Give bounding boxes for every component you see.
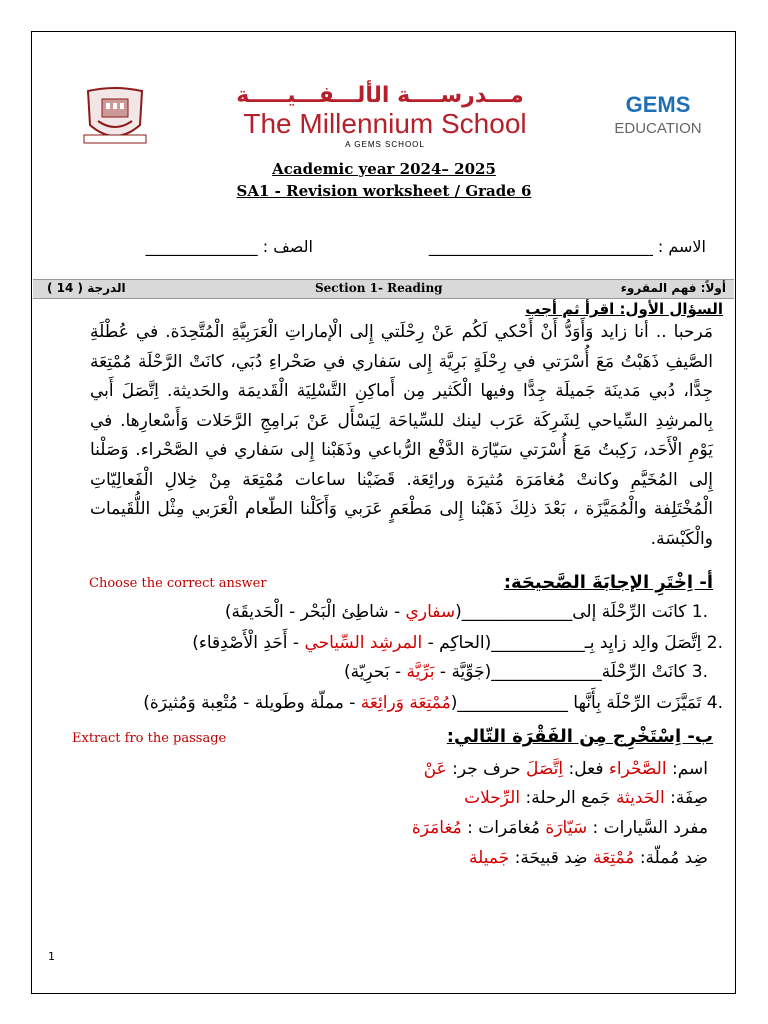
student-name-field <box>429 237 706 256</box>
answer-label: ضِد مُملّة: <box>634 848 708 868</box>
answer-label: اسم: <box>666 759 708 779</box>
class-label: الصف : <box>257 237 313 256</box>
school-name-english: The Millennium School <box>243 108 527 139</box>
mc-blank: ___________ <box>491 633 585 653</box>
answer-value: سَيّارَة <box>545 818 588 838</box>
answer-label: مُغامَرات : <box>461 818 546 838</box>
mc-item-4 <box>143 693 723 713</box>
mc-number: .3 <box>691 662 708 682</box>
band-section-label: Section 1- Reading <box>315 281 443 295</box>
answer-label: حرف جر: <box>446 759 527 779</box>
worksheet-title: SA1 - Revision worksheet / Grade 6 <box>236 182 532 200</box>
mc-stem: اِتَّصَلَ والِد زايِد بِـ <box>584 633 702 653</box>
mc-item-2 <box>192 633 723 653</box>
answer-value: الحَديثة <box>615 788 665 808</box>
answer-value: مُغامَرَة <box>411 818 462 838</box>
answer-label: مفرد السَّيارات : <box>587 818 708 838</box>
band-right-label: أولاً: فهم المقروء <box>620 281 726 295</box>
mc-options-start: ( <box>455 602 462 622</box>
mc-options-rest: - بَحرِيّة) <box>344 662 407 682</box>
mc-options-rest: - شاطِئ الْبَحْر - الْحَديقَة) <box>224 602 406 622</box>
answer-label: جَمع الرحلة: <box>520 788 616 808</box>
reading-passage: مَرحبا .. أنا زايد وَأَوَدُّ أَنْ أَحْكي لَكُم عَنْ رِحْلَتي إِلى الْإماراتِ الْعَرَبِيَّةِ الْمُتَّحِدَة. في عُطْلَةِ الصَّيفِ ذَهَبْتُ مَعَ أُسْرَتي في رِحْلَةٍ بَرِيَّة إِلى سَفاري في صَحْراءِ دُبَي، كانَتْ الرَّحْلَة مُمْتِعَة جِدًّا، دُبي مَدينَة جَميلَة جِدًّا وفيها الْكَثير مِن أَماكِنِ التَّسْلِيَة الْقَديمَة والحَديثة. اِتَّصَلَ أَبي بِالمرشِدِ السِّياحي لِشَرِكَة عَرَب لينك للسِّياحَة لِيَسْأَل عَنْ بَرامِجِ الرَّحَلات وَأَسْعارِها. في يَوْمِ الْأَحَد، رَكِبتُ مَعَ أُسْرَتي سَيّارَة الدَّفْع الرُّباعي وذَهَبْنا إِلى سَفاري في الصَّحْراء. وَصَلْنا إِلى المُخَيَّمِ وكانتْ مُغامَرَة مُثيرَة ورائِعَة. قَضَيْنا ساعات مُمْتِعَة مِنْ خِلالِ الْفَعالِيّاتِ الْمُخْتَلِفة والْمُمَيَّزَة ، بَعْدَ ذلِكَ ذَهَبْنا إِلى مَطْعَمٍ عَرَبي وَأَكَلْنا الطّعام الْعَرَبي مِثْل اللُّقَيمات والْكَبْسَة. <box>90 322 713 549</box>
mc-item-1 <box>225 602 708 622</box>
mc-correct-answer: مُمْتِعَة وَرائِعَة <box>360 693 451 713</box>
mc-options-start: ( <box>450 693 458 713</box>
mc-options-start: (الحاكِم - <box>422 633 492 653</box>
mc-correct-answer: بَرِّيَّة <box>406 662 435 682</box>
answer-value: اِتَّصَلَ <box>526 759 564 779</box>
answer-row-4 <box>469 848 708 868</box>
answer-value: الرِّحلات <box>464 788 521 808</box>
mc-blank: _____________ <box>457 693 574 713</box>
answer-label: صِفَة: <box>664 788 708 808</box>
mc-number: .4 <box>706 693 723 713</box>
answer-label: ضِد قبيحَة: <box>509 848 594 868</box>
mc-options-rest: - أَحَدِ الْأَصْدِقاء) <box>192 633 305 653</box>
question-1-title: السؤال الأول: اقرأ ثم أجب <box>525 300 723 318</box>
name-label: الاسم : <box>652 237 706 256</box>
school-name-arabic: مـــدرســــة الألـــفـــيـــــة <box>236 83 524 108</box>
school-subtitle: A GEMS SCHOOL <box>345 140 425 149</box>
mc-options-start: (جَوِّيَّة - <box>434 662 492 682</box>
mc-correct-answer: المرشِد السِّياحي <box>304 633 423 653</box>
mc-blank: _____________ <box>491 662 602 682</box>
answer-value: الصَّحْراء <box>608 759 667 779</box>
mc-blank: _____________ <box>461 602 573 622</box>
mc-correct-answer: سفاري <box>405 602 456 622</box>
part-a-instruction-en: Choose the correct answer <box>89 576 267 591</box>
mc-stem: كانَتْ الرِّحْلَة <box>601 662 687 682</box>
answer-row-3 <box>412 818 708 838</box>
answer-value: مُمْتِعَة <box>593 848 635 868</box>
school-crest-logo <box>80 85 150 149</box>
mc-stem: كانَت الرِّحْلَة إلى <box>572 602 687 622</box>
answer-label: فعل: <box>563 759 609 779</box>
part-a-title: أ- اِخْتَرِ الإجابَةَ الصَّحيحَة: <box>503 572 713 593</box>
student-class-field <box>146 237 313 256</box>
answer-row-1 <box>424 759 708 779</box>
section-band <box>33 279 734 299</box>
mc-number: .1 <box>691 602 708 622</box>
name-blank: ____________________________ <box>428 237 653 256</box>
mc-stem: تَمَيَّزَت الرِّحْلَة بِأَنَّها <box>573 693 702 713</box>
band-grade-label: الدرجة ( 14 ) <box>47 281 126 295</box>
mc-number: .2 <box>706 633 723 653</box>
mc-item-3 <box>344 662 708 682</box>
academic-year: Academic year 2024– 2025 <box>272 160 496 178</box>
class-blank: ______________ <box>145 237 258 256</box>
part-b-instruction-en: Extract fro the passage <box>72 731 227 746</box>
answer-value: جَميلة <box>469 848 510 868</box>
gems-education-label: EDUCATION <box>614 120 702 137</box>
part-b-title: ب- اِسْتَخْرِج مِن الفَقْرَة التّالي: <box>446 726 713 747</box>
gems-logo <box>608 93 708 115</box>
answer-value: عَنْ <box>423 759 447 779</box>
gems-logo-text: GEMS <box>625 93 691 115</box>
answer-row-2 <box>464 788 708 808</box>
mc-options-rest: - مملّة وطَويلة - مُتْعِبة وَمُثيرَة) <box>143 693 361 713</box>
page-number: 1 <box>48 950 55 963</box>
